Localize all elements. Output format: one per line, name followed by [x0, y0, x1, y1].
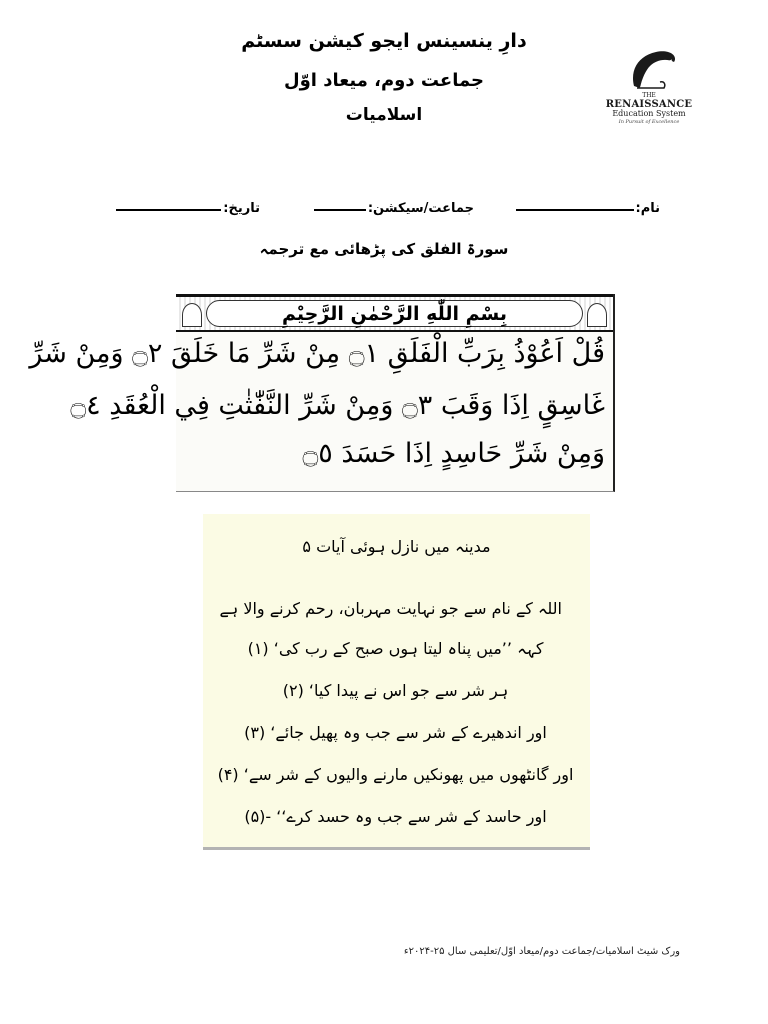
translation-ayah-3: اور اندھیرے کے شر سے جب وہ پھیل جائے‘ (۳) [244, 723, 547, 742]
name-label: نام: [635, 201, 660, 216]
worksheet-title: سورۃ الفلق کی پڑھائی مع ترجمہ [259, 240, 509, 258]
page-footer: ورک شیٹ اسلامیات/جماعت دوم/میعاد اوّل/تعلیمی سال ۲۵-۲۰۲۴ء [403, 946, 680, 957]
translation-ayah-4: اور گانٹھوں میں پھونکیں مارنے والیوں کے شر سے‘ (۴) [217, 765, 574, 784]
grade-term: جماعت دوم، میعاد اوّل [283, 70, 485, 91]
translation-ayah-5: اور حاسد کے شر سے جب وہ حسد کرے‘‘ -(۵) [244, 807, 547, 826]
student-name-field[interactable] [512, 194, 660, 216]
class-section-field[interactable] [314, 194, 474, 216]
class-section-label: جماعت/سیکشن: [367, 201, 474, 216]
date-field[interactable] [116, 194, 260, 216]
date-label: تاریخ: [223, 201, 260, 216]
translation-bismillah: اللہ کے نام سے جو نہایت مہربان، رحم کرنے والا ہے [219, 599, 562, 618]
school-name: دارِ ینسینس ایجو کیشن سسٹم [241, 30, 527, 52]
ornament-left-icon [182, 303, 202, 327]
bismillah-arabic: بِسْمِ اللّٰهِ الرَّحْمٰنِ الرَّحِيْمِ [206, 300, 583, 327]
bismillah-banner [176, 294, 613, 332]
arabic-line-3: وَمِنْ شَرِّ حَاسِدٍ اِذَا حَسَدَ ۝٥ [302, 438, 605, 469]
arabic-line-2: غَاسِقٍ اِذَا وَقَبَ ۝٣ وَمِنْ شَرِّ النَّفّٰثٰتِ فِي الْعُقَدِ ۝٤ [70, 390, 605, 421]
date-blank-line[interactable] [116, 209, 221, 211]
logo-education-system: Education System [612, 109, 686, 118]
subject-title: اسلامیات [345, 105, 423, 125]
class-section-blank-line[interactable] [314, 209, 366, 211]
school-logo [604, 48, 694, 130]
surah-arabic-text [29, 294, 615, 492]
logo-renaissance: RENAISSANCE [605, 99, 693, 110]
translation-ayah-2: ہر شر سے جو اس نے پیدا کیا‘ (۲) [282, 681, 509, 700]
quill-icon [604, 48, 694, 92]
ornament-right-icon [587, 303, 607, 327]
logo-tagline: In Pursuit of Excellence [618, 119, 680, 125]
arabic-line-1: قُلْ اَعُوْذُ بِرَبِّ الْفَلَقِ ۝١ مِنْ شَرِّ مَا خَلَقَ ۝٢ وَمِنْ شَرِّ [29, 338, 605, 369]
logo-the: THE [642, 92, 656, 99]
translation-heading: مدینہ میں نازل ہوئی آیات ۵ [302, 537, 491, 556]
translation-ayah-1: کہہ ’’میں پناہ لیتا ہوں صبح کے رب کی‘ (۱) [247, 639, 544, 658]
urdu-translation-box [203, 514, 590, 850]
name-blank-line[interactable] [516, 209, 634, 211]
